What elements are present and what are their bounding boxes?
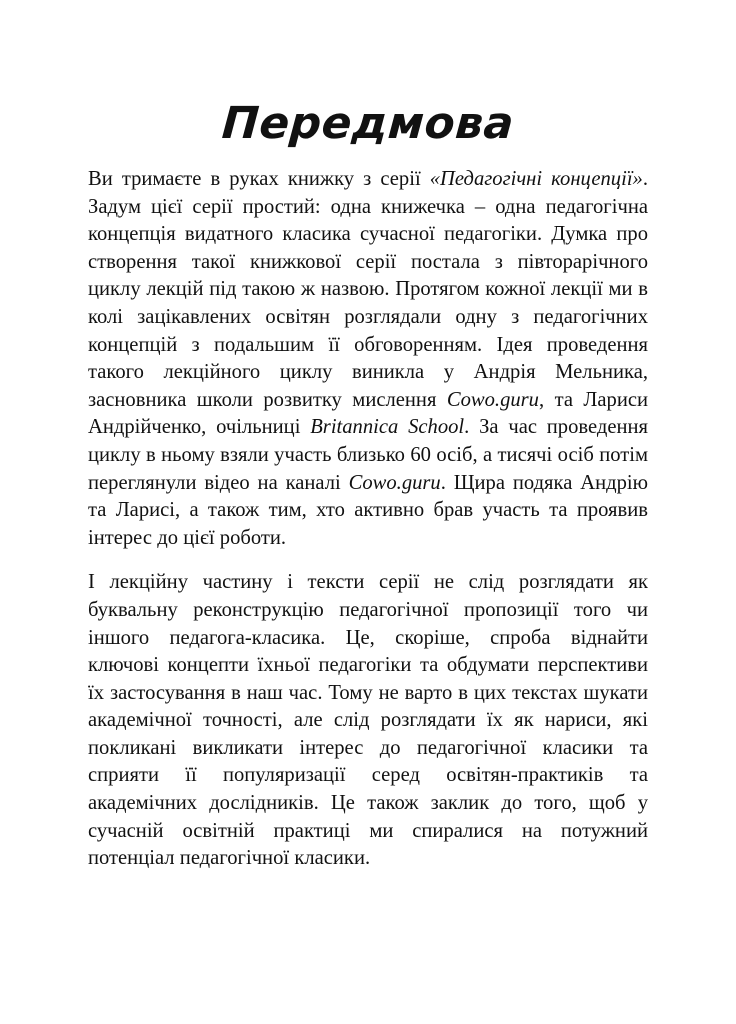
italic-text-run: Britannica School (310, 416, 465, 439)
body-paragraph-2 (88, 569, 648, 873)
italic-text-run: Cowo.guru (446, 388, 539, 411)
text-run: Ви тримаєте в руках книжку з серії (88, 168, 430, 190)
text-run: . Задум цієї серії простий: одна книжечка – одна педагогічна концепція видатного класика сучасної педагогіки. Думка про створення такої книжкової серії постала з півторарічного циклу лекцій під такою ж назвою. Протягом кожної лекції ми в колі зацікавлених освітян розглядали одну з педагогічних концепцій з подальшим її обговоренням. Ідея проведення такого лекційного циклу виникла у Андрія Мельника, засновника школи розвитку мислення (88, 168, 648, 411)
text-run: І лекційну частину і тексти серії не слід розглядати як буквальну реконструкцію педагогічної пропозиції того чи іншого педагога-класика. Це, скоріше, спроба віднайти ключові концепти їхньої педагогіки та обдумати перспективи їх застосування в наш час. Тому не варто в цих текстах шукати академічної точності, але слід розглядати їх як нариси, які покликані викликати інтерес до педагогічної класики та сприяти її популяризації серед освітян-практиків та академічних дослідників. Це також заклик до того, щоб у сучасній освітній практиці ми спиралися на потужний потенціал педагогічної класики. (88, 571, 648, 870)
text-run: , та Лариси Андрійченко, очільниці (88, 388, 648, 439)
italic-text-run: «Педагогічні концепції» (429, 168, 643, 190)
text-run: . Щира подяка Андрію та Ларисі, а також тим, хто активно брав участь та проявив інтерес до цієї роботи. (88, 471, 648, 549)
italic-text-run: Cowo.guru (348, 471, 441, 494)
body-paragraph-1 (88, 166, 648, 552)
page-content (88, 96, 648, 873)
page-title: Передмова (220, 98, 516, 149)
text-run: . За час проведення циклу в ньому взяли участь близько 60 осіб, а тисячі осіб потім переглянули відео на каналі (88, 416, 648, 494)
